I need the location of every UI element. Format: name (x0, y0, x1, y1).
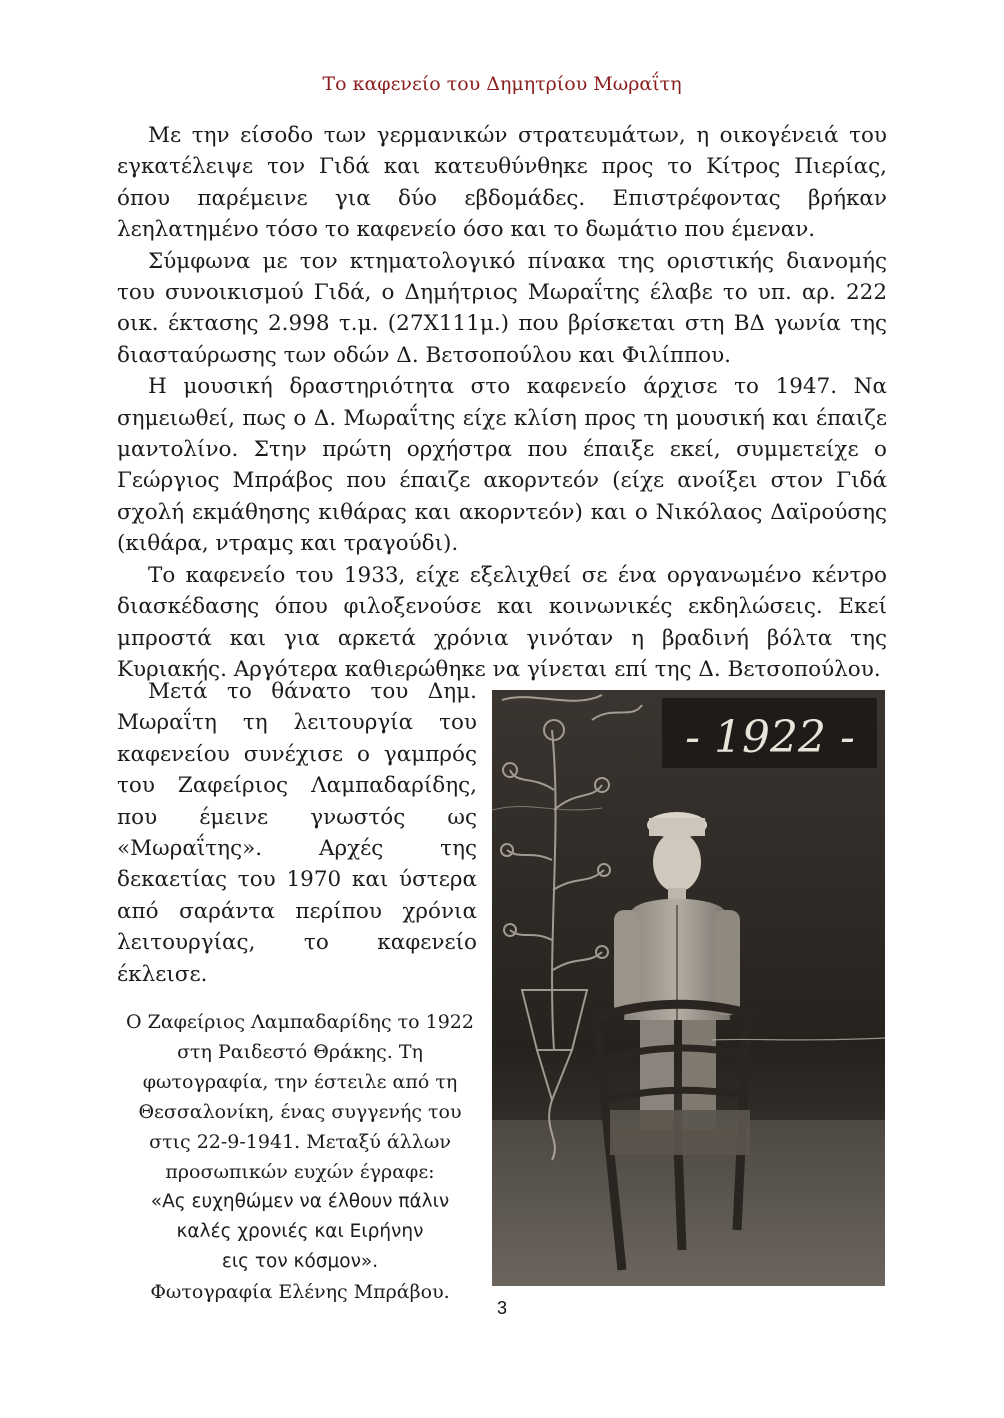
running-header-title: Το καφενείο του Δημητρίου Μωραΐτη (322, 73, 682, 95)
paragraph-5: Μετά το θάνατο του Δημ. Μωραΐτη τη λειτουργία του καφενείου συνέχισε ο γαμπρός του Ζαφείριος Λαμπαδαρίδης, που έμεινε γνωστός ως «Μωραΐτης». Αρχές της δεκαετίας του 1970 και ύστερα από σαράντα περίπου χρόνια λειτουργίας, το καφενείο έκλεισε. (117, 679, 477, 987)
paragraph-1: Με την είσοδο των γερμανικών στρατευμάτων, η οικογένειά του εγκατέλειψε τον Γιδά και κατευθύνθηκε προς το Κίτρος Πιερίας, όπου παρέμεινε για δύο εβδομάδες. Επιστρέφοντας βρήκαν λεηλατημένο τόσο το καφενείο όσο και το δωμάτιο που έμεναν. (117, 123, 887, 243)
photo-illustration (492, 690, 885, 1286)
vintage-portrait-photo (492, 690, 885, 1286)
wrap-column-text (117, 676, 477, 990)
page-number: 3 (496, 1298, 507, 1318)
caption-quote-line-3: εις τον κόσμον». (221, 1251, 379, 1272)
caption-quote-line-1: «Ας ευχηθώμεν να έλθουν πάλιν (150, 1191, 450, 1212)
chair-seat (610, 1110, 750, 1155)
year-sign-text: - 1922 - (685, 712, 855, 763)
paragraph-2: Σύμφωνα με τον κτηματολογικό πίνακα της οριστικής διανομής του συνοικισμού Γιδά, ο Δημήτριος Μωραΐτης έλαβε το υπ. αρ. 222 οικ. έκτασης 2.998 τ.μ. (27Χ111μ.) που βρίσκεται στη ΒΔ γωνία της διασταύρωσης των οδών Δ. Βετσοπούλου και Φιλίππου. (117, 248, 887, 368)
paragraph-3: Η μουσική δραστηριότητα στο καφενείο άρχισε το 1947. Να σημειωθεί, πως ο Δ. Μωραΐτης είχε κλίση προς τη μουσική και έπαιζε μαντολίνο. Στην πρώτη ορχήστρα που έπαιξε εκεί, συμμετείχε ο Γεώργιος Μπράβος που έπαιζε ακορντεόν (είχε ανοίξει στον Γιδά σχολή εκμάθησης κιθάρας και ακορντεόν) και ο Νικόλαος Δαϊρούσης (κιθάρα, ντραμς και τραγούδι). (117, 374, 887, 557)
caption-quote-line-2: καλές χρονιές και Ειρήνην (176, 1221, 424, 1242)
photo-caption (117, 1007, 483, 1307)
caption-credit: Φωτογραφία Ελένης Μπράβου. (150, 1281, 450, 1303)
main-text (117, 120, 887, 685)
paragraph-4: Το καφενείο του 1933, είχε εξελιχθεί σε ένα οργανωμένο κέντρο διασκέδασης όπου φιλοξενούσε και κοινωνικές εκδηλώσεις. Εκεί μπροστά και για αρκετά χρόνια γινόταν η βραδινή βόλτα της Κυριακής. Αργότερα καθιερώθηκε να γίνεται επί της Δ. Βετσοπούλου. (117, 562, 887, 682)
caption-text: Ο Ζαφείριος Λαμπαδαρίδης το 1922 στη Ραιδεστό Θράκης. Τη φωτογραφία, την έστειλε από τη Θεσσαλονίκη, ένας συγγενής του στις 22-9-1941. Μεταξύ άλλων προσωπικών ευχών έγραφε: (126, 1011, 474, 1183)
